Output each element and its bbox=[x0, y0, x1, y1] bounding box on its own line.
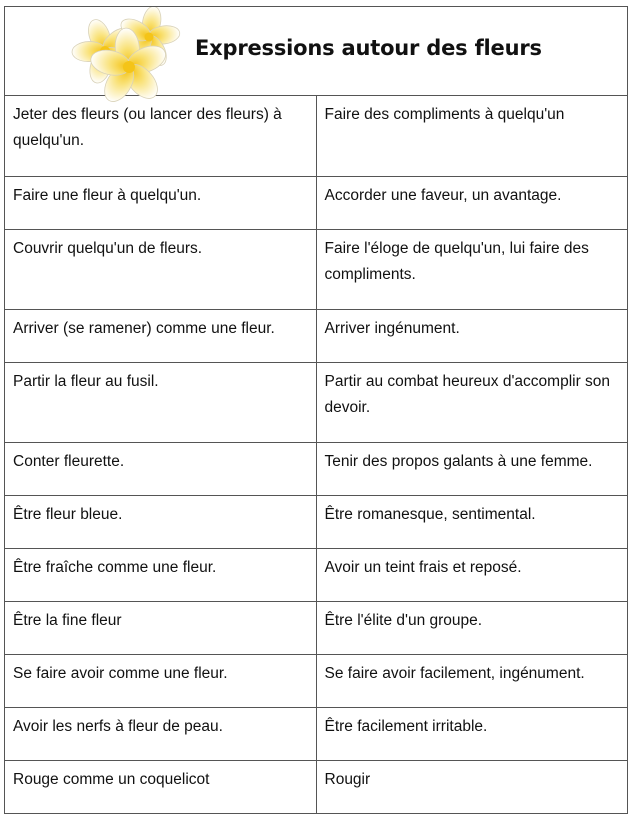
meaning-cell: Avoir un teint frais et reposé. bbox=[316, 548, 627, 601]
meaning-cell: Accorder une faveur, un avantage. bbox=[316, 176, 627, 229]
expression-cell: Conter fleurette. bbox=[5, 442, 316, 495]
table-row bbox=[5, 229, 627, 309]
expression-cell: Être la fine fleur bbox=[5, 601, 316, 654]
table-row bbox=[5, 654, 627, 707]
table-row bbox=[5, 548, 627, 601]
expression-cell: Jeter des fleurs (ou lancer des fleurs) à quelqu'un. bbox=[5, 96, 316, 176]
expression-cell: Arriver (se ramener) comme une fleur. bbox=[5, 309, 316, 362]
table-row bbox=[5, 362, 627, 442]
meaning-cell: Faire des compliments à quelqu'un bbox=[316, 96, 627, 176]
table-row bbox=[5, 495, 627, 548]
meaning-cell: Rougir bbox=[316, 760, 627, 813]
table-row bbox=[5, 707, 627, 760]
table-row bbox=[5, 760, 627, 813]
table-row bbox=[5, 176, 627, 229]
meaning-cell: Faire l'éloge de quelqu'un, lui faire des compliments. bbox=[316, 229, 627, 309]
expression-cell: Partir la fleur au fusil. bbox=[5, 362, 316, 442]
header-cell bbox=[5, 7, 627, 96]
table-row bbox=[5, 442, 627, 495]
meaning-cell: Se faire avoir facilement, ingénument. bbox=[316, 654, 627, 707]
frangipani-flower-icon bbox=[57, 7, 187, 107]
page-title: Expressions autour des fleurs bbox=[195, 36, 542, 60]
table-row bbox=[5, 96, 627, 176]
expression-cell: Être fleur bleue. bbox=[5, 495, 316, 548]
expression-cell: Se faire avoir comme une fleur. bbox=[5, 654, 316, 707]
meaning-cell: Être romanesque, sentimental. bbox=[316, 495, 627, 548]
expression-cell: Rouge comme un coquelicot bbox=[5, 760, 316, 813]
expressions-table bbox=[5, 96, 627, 813]
meaning-cell: Tenir des propos galants à une femme. bbox=[316, 442, 627, 495]
meaning-cell: Être facilement irritable. bbox=[316, 707, 627, 760]
table-row bbox=[5, 309, 627, 362]
expression-cell: Couvrir quelqu'un de fleurs. bbox=[5, 229, 316, 309]
expression-cell: Avoir les nerfs à fleur de peau. bbox=[5, 707, 316, 760]
expression-cell: Faire une fleur à quelqu'un. bbox=[5, 176, 316, 229]
table-row bbox=[5, 601, 627, 654]
expressions-sheet bbox=[4, 6, 628, 814]
meaning-cell: Partir au combat heureux d'accomplir son devoir. bbox=[316, 362, 627, 442]
meaning-cell: Être l'élite d'un groupe. bbox=[316, 601, 627, 654]
meaning-cell: Arriver ingénument. bbox=[316, 309, 627, 362]
expression-cell: Être fraîche comme une fleur. bbox=[5, 548, 316, 601]
